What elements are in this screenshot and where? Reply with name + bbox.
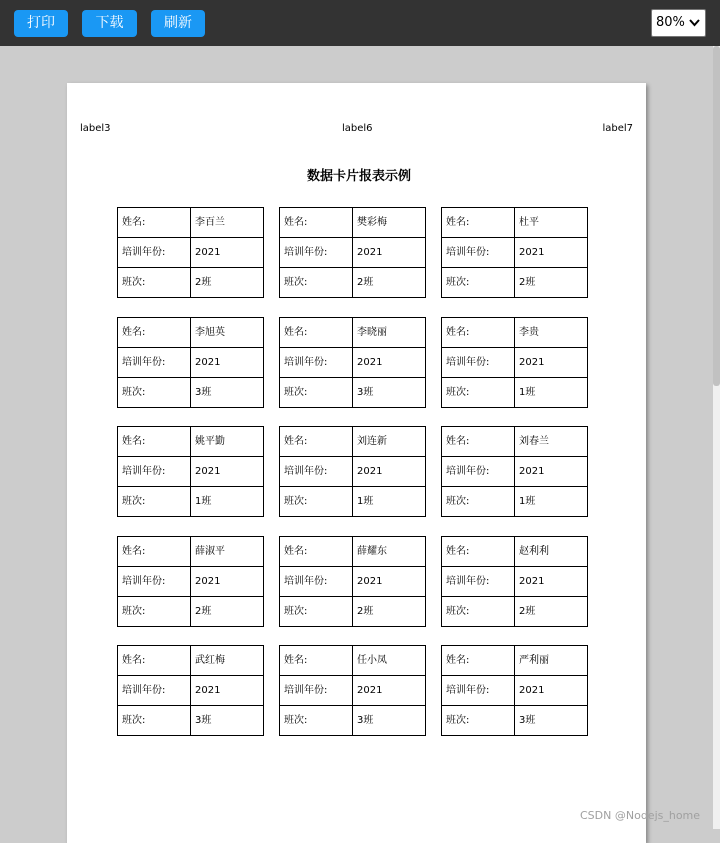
refresh-button[interactable]: 刷新 xyxy=(151,10,205,37)
card-field-label: 班次: xyxy=(442,268,515,298)
card-field-label: 班次: xyxy=(118,706,191,736)
card-row-name xyxy=(280,427,425,457)
card-row-name xyxy=(118,537,263,567)
card-field-label: 姓名: xyxy=(118,318,191,347)
card-row-year xyxy=(118,238,263,268)
data-card xyxy=(279,317,426,408)
card-field-label: 培训年份: xyxy=(280,676,353,705)
card-field-label: 姓名: xyxy=(118,427,191,456)
card-field-value: 2021 xyxy=(357,685,383,696)
data-card xyxy=(441,645,588,736)
card-field-label: 姓名: xyxy=(442,427,515,456)
card-field-value: 3班 xyxy=(357,715,374,726)
card-row-year xyxy=(280,348,425,378)
card-row-name xyxy=(280,208,425,238)
data-card xyxy=(279,536,426,627)
card-field-value: 2班 xyxy=(519,606,536,617)
data-card xyxy=(117,207,264,298)
card-field-value: 2021 xyxy=(195,247,221,258)
card-field-label: 培训年份: xyxy=(442,457,515,486)
card-field-label: 姓名: xyxy=(442,646,515,675)
card-field-label: 班次: xyxy=(118,268,191,298)
header-label-mid: label6 xyxy=(342,123,373,134)
card-field-value: 李旭英 xyxy=(195,327,225,338)
card-row-year xyxy=(118,567,263,597)
card-field-label: 姓名: xyxy=(118,537,191,566)
card-row-name xyxy=(442,646,587,676)
card-field-value: 2021 xyxy=(357,247,383,258)
card-field-label: 姓名: xyxy=(280,427,353,456)
card-field-value: 1班 xyxy=(195,496,212,507)
card-row-name xyxy=(442,208,587,238)
card-field-value: 2021 xyxy=(357,357,383,368)
card-row-name xyxy=(280,537,425,567)
card-row-year xyxy=(118,676,263,706)
card-row-year xyxy=(442,457,587,487)
data-card xyxy=(441,536,588,627)
data-card xyxy=(279,645,426,736)
card-field-label: 班次: xyxy=(442,487,515,517)
toolbar xyxy=(0,0,720,46)
zoom-select[interactable] xyxy=(651,9,706,37)
data-card xyxy=(279,207,426,298)
card-field-label: 培训年份: xyxy=(118,676,191,705)
card-field-label: 班次: xyxy=(118,378,191,408)
card-field-label: 培训年份: xyxy=(280,348,353,377)
card-field-value: 1班 xyxy=(519,387,536,398)
card-row-year xyxy=(280,676,425,706)
card-field-value: 2021 xyxy=(195,576,221,587)
card-field-value: 3班 xyxy=(195,715,212,726)
card-row-name xyxy=(280,646,425,676)
card-field-label: 班次: xyxy=(280,268,353,298)
card-row-name xyxy=(118,646,263,676)
card-row-class xyxy=(118,706,263,736)
card-field-value: 赵利利 xyxy=(519,546,549,557)
card-row-class xyxy=(280,378,425,408)
card-field-value: 李百兰 xyxy=(195,217,225,228)
card-field-value: 2021 xyxy=(195,466,221,477)
card-field-value: 2021 xyxy=(519,466,545,477)
card-row-class xyxy=(118,378,263,408)
card-field-label: 培训年份: xyxy=(442,348,515,377)
report-page xyxy=(67,83,646,843)
card-row-name xyxy=(280,318,425,348)
scrollbar-thumb[interactable] xyxy=(713,46,720,386)
card-row-class xyxy=(118,487,263,517)
card-field-label: 班次: xyxy=(280,706,353,736)
card-row-name xyxy=(442,427,587,457)
card-field-value: 1班 xyxy=(519,496,536,507)
card-row-name xyxy=(442,318,587,348)
card-field-label: 培训年份: xyxy=(280,567,353,596)
card-row-class xyxy=(118,268,263,298)
card-row-class xyxy=(118,597,263,627)
card-row-class xyxy=(280,597,425,627)
card-field-label: 培训年份: xyxy=(442,567,515,596)
card-field-label: 培训年份: xyxy=(442,676,515,705)
card-field-label: 姓名: xyxy=(442,537,515,566)
card-field-value: 2班 xyxy=(195,606,212,617)
card-field-value: 任小凤 xyxy=(357,655,387,666)
card-row-class xyxy=(280,268,425,298)
card-field-value: 姚平勤 xyxy=(195,436,225,447)
card-field-label: 班次: xyxy=(118,597,191,627)
data-card xyxy=(441,317,588,408)
card-row-year xyxy=(442,238,587,268)
data-card xyxy=(279,426,426,517)
card-field-value: 3班 xyxy=(357,387,374,398)
card-row-name xyxy=(118,427,263,457)
header-label-left: label3 xyxy=(80,123,111,134)
card-field-value: 2021 xyxy=(357,576,383,587)
card-field-value: 2班 xyxy=(519,277,536,288)
card-field-value: 樊彩梅 xyxy=(357,217,387,228)
card-field-label: 姓名: xyxy=(280,318,353,347)
data-card xyxy=(441,426,588,517)
data-card xyxy=(117,536,264,627)
zoom-value: 80% xyxy=(656,15,685,30)
card-field-value: 武红梅 xyxy=(195,655,225,666)
card-row-year xyxy=(118,348,263,378)
card-field-value: 刘春兰 xyxy=(519,436,549,447)
report-title: 数据卡片报表示例 xyxy=(306,169,411,184)
card-row-year xyxy=(280,457,425,487)
card-row-class xyxy=(442,706,587,736)
card-row-year xyxy=(280,238,425,268)
card-field-label: 班次: xyxy=(442,706,515,736)
card-field-value: 3班 xyxy=(519,715,536,726)
card-field-value: 刘连新 xyxy=(357,436,387,447)
card-field-value: 2021 xyxy=(195,357,221,368)
card-row-class xyxy=(280,706,425,736)
card-field-value: 薛淑平 xyxy=(195,546,225,557)
card-field-label: 班次: xyxy=(118,487,191,517)
card-field-value: 2班 xyxy=(357,606,374,617)
card-field-value: 2021 xyxy=(519,576,545,587)
card-field-value: 薛耀东 xyxy=(357,546,387,557)
print-button[interactable]: 打印 xyxy=(14,10,68,37)
card-field-value: 李晓丽 xyxy=(357,327,387,338)
data-card xyxy=(117,426,264,517)
card-field-value: 2021 xyxy=(195,685,221,696)
card-field-label: 培训年份: xyxy=(118,457,191,486)
card-field-value: 3班 xyxy=(195,387,212,398)
card-field-value: 2021 xyxy=(519,685,545,696)
card-field-value: 2021 xyxy=(519,247,545,258)
card-row-year xyxy=(442,676,587,706)
card-field-label: 培训年份: xyxy=(118,567,191,596)
card-field-label: 培训年份: xyxy=(442,238,515,267)
card-field-label: 姓名: xyxy=(118,208,191,237)
card-field-label: 班次: xyxy=(280,378,353,408)
card-field-value: 2班 xyxy=(195,277,212,288)
card-field-label: 姓名: xyxy=(118,646,191,675)
card-field-value: 杜平 xyxy=(519,217,539,228)
card-field-label: 班次: xyxy=(280,487,353,517)
card-row-year xyxy=(280,567,425,597)
card-row-class xyxy=(442,268,587,298)
data-card xyxy=(441,207,588,298)
card-field-label: 培训年份: xyxy=(118,348,191,377)
card-field-value: 2021 xyxy=(519,357,545,368)
card-field-value: 李贵 xyxy=(519,327,539,338)
card-row-class xyxy=(442,597,587,627)
card-row-class xyxy=(442,378,587,408)
card-row-class xyxy=(442,487,587,517)
header-label-right: label7 xyxy=(602,123,633,134)
card-field-label: 姓名: xyxy=(280,646,353,675)
card-row-year xyxy=(442,567,587,597)
card-field-value: 2021 xyxy=(357,466,383,477)
card-field-label: 姓名: xyxy=(442,318,515,347)
card-field-label: 培训年份: xyxy=(118,238,191,267)
card-field-label: 姓名: xyxy=(280,208,353,237)
card-field-value: 严利丽 xyxy=(519,655,549,666)
card-field-label: 班次: xyxy=(442,378,515,408)
vertical-scrollbar[interactable] xyxy=(713,46,720,829)
data-card xyxy=(117,645,264,736)
card-field-label: 班次: xyxy=(280,597,353,627)
card-row-name xyxy=(118,208,263,238)
card-field-value: 2班 xyxy=(357,277,374,288)
watermark: CSDN @Nodejs_home xyxy=(580,809,701,822)
card-field-label: 培训年份: xyxy=(280,238,353,267)
data-card xyxy=(117,317,264,408)
card-row-year xyxy=(118,457,263,487)
card-field-value: 1班 xyxy=(357,496,374,507)
chevron-down-icon xyxy=(689,19,700,27)
card-field-label: 姓名: xyxy=(442,208,515,237)
card-row-name xyxy=(118,318,263,348)
card-row-name xyxy=(442,537,587,567)
card-field-label: 培训年份: xyxy=(280,457,353,486)
card-field-label: 班次: xyxy=(442,597,515,627)
card-row-class xyxy=(280,487,425,517)
card-row-year xyxy=(442,348,587,378)
card-field-label: 姓名: xyxy=(280,537,353,566)
download-button[interactable]: 下载 xyxy=(82,10,137,37)
